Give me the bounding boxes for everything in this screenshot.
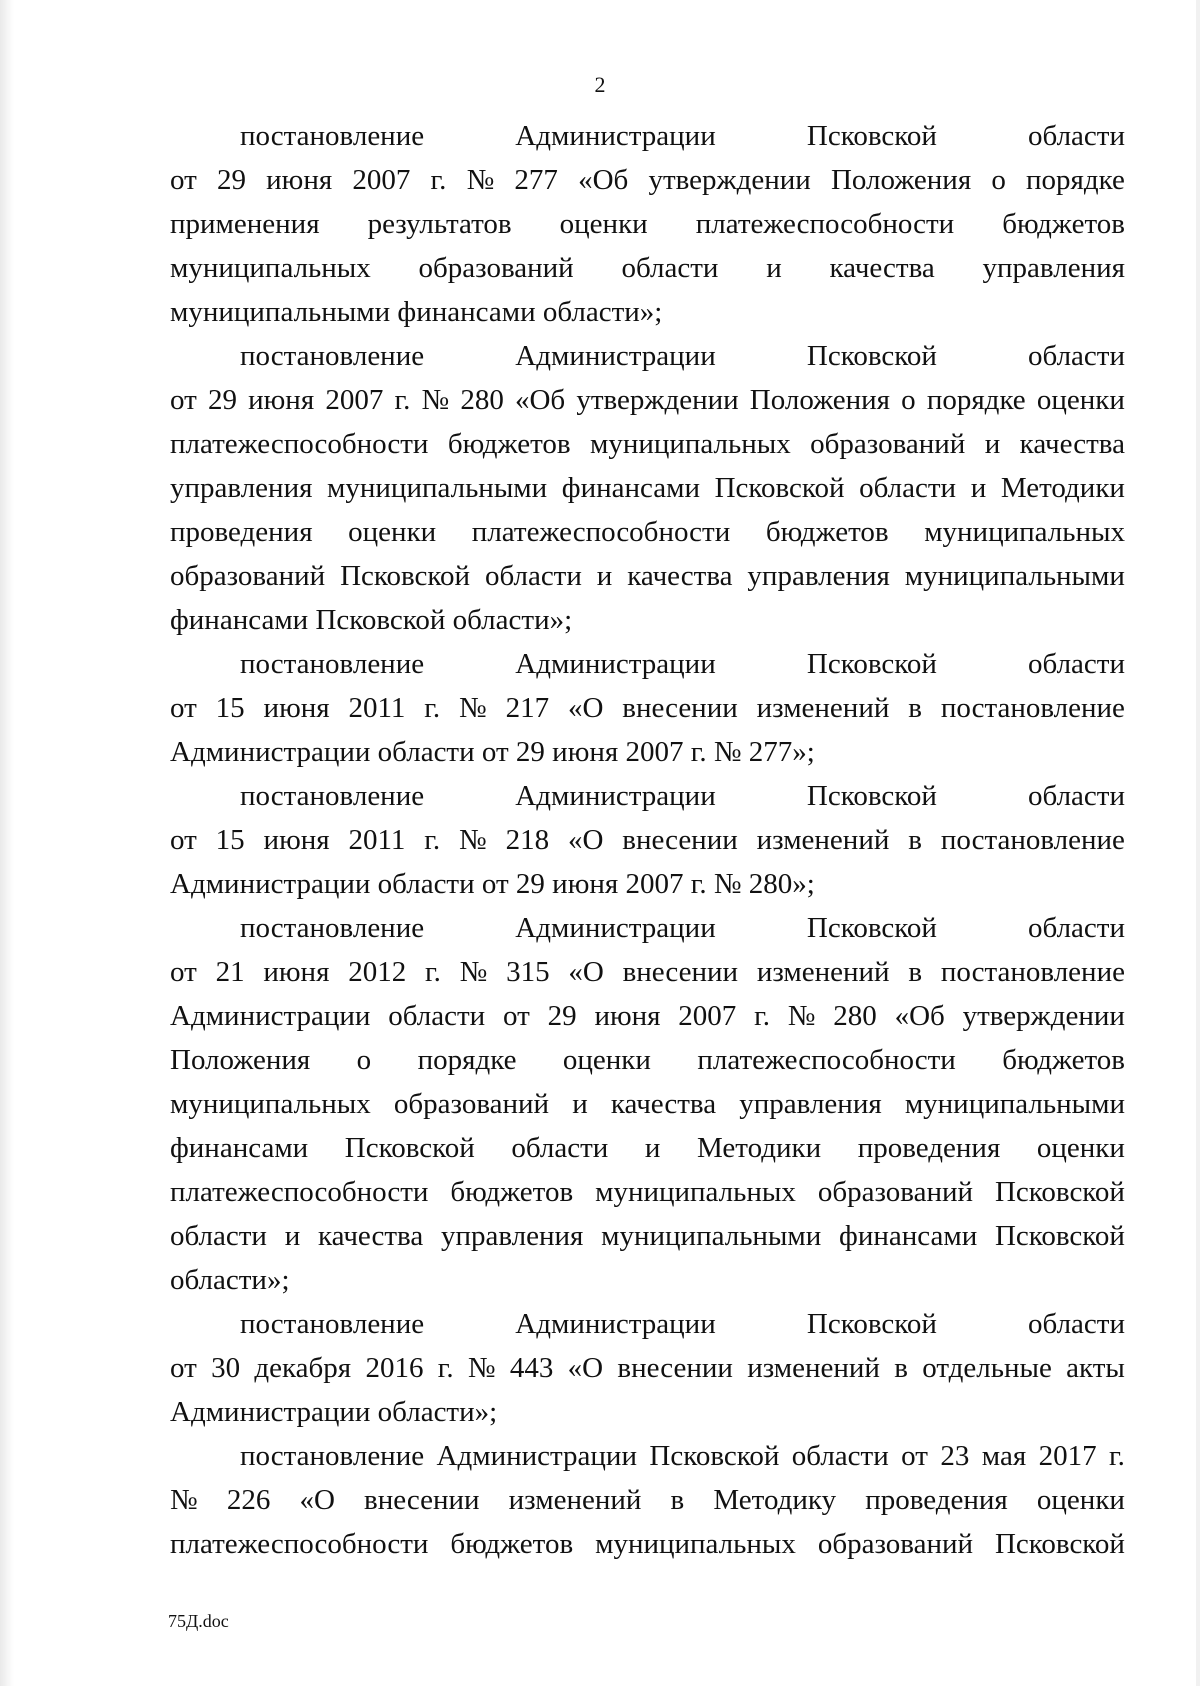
- word: 226: [226, 1484, 271, 1516]
- word: №: [170, 1484, 198, 1516]
- word: акты: [1066, 1352, 1125, 1384]
- word: утверждении: [576, 384, 739, 416]
- word: проведения: [857, 1132, 1001, 1164]
- word: области: [511, 1132, 609, 1164]
- text-line: [170, 1522, 1125, 1566]
- word: 2011: [348, 692, 406, 724]
- word: июня: [263, 956, 330, 988]
- word: г.: [424, 956, 441, 988]
- paragraph: [170, 334, 1125, 642]
- word: Администрации: [515, 120, 716, 152]
- word: оценки: [559, 208, 648, 240]
- text-line: [170, 1346, 1125, 1390]
- word: №: [459, 824, 487, 856]
- word: «Об: [514, 384, 566, 416]
- word: порядке: [1026, 164, 1125, 196]
- word: Положения: [170, 1044, 311, 1076]
- text-line: Администрации области от 29 июня 2007 г. № 277»;: [170, 736, 815, 768]
- word: области: [1028, 120, 1125, 152]
- word: «Об: [578, 164, 629, 196]
- word: постановление: [240, 648, 425, 680]
- text-line: [170, 642, 1125, 686]
- word: г.: [424, 692, 441, 724]
- word: платежеспособности: [170, 1528, 429, 1560]
- word: муниципальных: [170, 1088, 371, 1120]
- word: оценки: [1036, 1132, 1125, 1164]
- word: «Об: [894, 1000, 945, 1032]
- word: в: [908, 692, 922, 724]
- word: платежеспособности: [170, 428, 429, 460]
- word: постановление: [940, 956, 1125, 988]
- paragraph: [170, 906, 1125, 1302]
- word: г.: [437, 1352, 454, 1384]
- word: области: [859, 472, 957, 504]
- word: 2007: [325, 384, 384, 416]
- word: качества: [1019, 428, 1125, 460]
- footer-filename: 75Д.doc: [168, 1611, 229, 1631]
- word: 23: [940, 1440, 970, 1472]
- word: Псковской: [994, 1528, 1125, 1560]
- word: 15: [215, 692, 245, 724]
- word: 315: [506, 956, 550, 988]
- text-line: [170, 774, 1125, 818]
- word: образований: [393, 1088, 550, 1120]
- text-line: муниципальными финансами области»;: [170, 296, 663, 328]
- word: Псковской: [806, 340, 937, 372]
- word: отдельные: [922, 1352, 1052, 1384]
- word: результатов: [367, 208, 512, 240]
- text-line: [170, 158, 1125, 202]
- word: июня: [594, 1000, 661, 1032]
- word: Псковской: [806, 120, 937, 152]
- word: Администрации: [515, 340, 716, 372]
- word: качества: [317, 1220, 424, 1252]
- paragraph: [170, 774, 1125, 906]
- text-line: [170, 1434, 1125, 1478]
- word: 15: [215, 824, 245, 856]
- word: Методики: [1000, 472, 1125, 504]
- word: внесении: [622, 956, 739, 988]
- text-line: [170, 1302, 1125, 1346]
- word: «О: [567, 1352, 604, 1384]
- word: образований: [418, 252, 574, 284]
- text-line: [170, 510, 1125, 554]
- word: от: [170, 1352, 197, 1384]
- word: №: [787, 1000, 816, 1032]
- text-line: Администрации области от 29 июня 2007 г. № 280»;: [170, 868, 815, 900]
- word: и: [572, 1088, 588, 1120]
- word: внесении: [364, 1484, 480, 1516]
- word: области: [1028, 340, 1125, 372]
- word: образований: [810, 428, 966, 460]
- word: внесении: [617, 1352, 733, 1384]
- word: 218: [505, 824, 550, 856]
- word: Псковской: [806, 1308, 937, 1340]
- word: 2007: [352, 164, 411, 196]
- word: «О: [299, 1484, 335, 1516]
- word: бюджетов: [450, 1528, 574, 1560]
- word: №: [421, 384, 450, 416]
- word: мая: [981, 1440, 1027, 1472]
- word: утверждении: [962, 1000, 1125, 1032]
- word: изменений: [756, 956, 890, 988]
- word: о: [901, 384, 916, 416]
- word: Методики: [697, 1132, 822, 1164]
- word: 21: [215, 956, 245, 988]
- word: финансами: [561, 472, 700, 504]
- word: муниципальных: [595, 1176, 796, 1208]
- paragraph: [170, 642, 1125, 774]
- word: постановление: [240, 1440, 425, 1472]
- word: образований: [817, 1528, 974, 1560]
- word: постановление: [240, 780, 425, 812]
- word: 30: [211, 1352, 241, 1384]
- word: от: [503, 1000, 530, 1032]
- word: «О: [567, 692, 604, 724]
- word: июня: [263, 692, 330, 724]
- scan-edge-left: [0, 0, 14, 1686]
- text-line: области»;: [170, 1264, 290, 1296]
- page-number: 2: [594, 72, 606, 97]
- text-line: [170, 202, 1125, 246]
- text-line: [170, 334, 1125, 378]
- word: Псковской: [994, 1176, 1125, 1208]
- word: Положения: [830, 164, 972, 196]
- word: июня: [266, 164, 333, 196]
- word: бюджетов: [1002, 1044, 1125, 1076]
- word: 277: [514, 164, 558, 196]
- word: Псковской: [340, 560, 471, 592]
- word: Псковской: [994, 1220, 1125, 1252]
- word: 2007: [678, 1000, 737, 1032]
- word: Положения: [749, 384, 891, 416]
- word: от: [170, 164, 197, 196]
- text-line: финансами Псковской области»;: [170, 604, 573, 636]
- word: оценки: [1036, 1484, 1125, 1516]
- word: Псковской: [806, 780, 937, 812]
- text-line: Администрации области»;: [170, 1396, 498, 1428]
- word: изменений: [747, 1352, 880, 1384]
- word: качества: [610, 1088, 717, 1120]
- word: от: [170, 384, 197, 416]
- word: от: [170, 692, 197, 724]
- word: в: [894, 1352, 908, 1384]
- word: управления: [170, 472, 313, 504]
- text-line: [170, 422, 1125, 466]
- word: №: [467, 1352, 496, 1384]
- word: области: [170, 1220, 267, 1252]
- word: управления: [747, 560, 890, 592]
- word: качества: [627, 560, 733, 592]
- word: проведения: [170, 516, 313, 548]
- text-line: [170, 1126, 1125, 1170]
- word: постановление: [940, 692, 1125, 724]
- word: оценки: [1036, 384, 1125, 416]
- word: области: [388, 1000, 486, 1032]
- word: в: [908, 824, 922, 856]
- word: Администрации: [436, 1440, 637, 1472]
- word: и: [984, 428, 1001, 460]
- text-line: [170, 246, 1125, 290]
- word: образований: [170, 560, 326, 592]
- word: №: [459, 692, 487, 724]
- word: о: [991, 164, 1006, 196]
- word: Псковской: [714, 472, 845, 504]
- text-line: [170, 818, 1125, 862]
- word: «О: [567, 824, 604, 856]
- word: от: [170, 956, 197, 988]
- word: образований: [817, 1176, 974, 1208]
- word: области: [791, 1440, 889, 1472]
- word: муниципальными: [904, 1088, 1125, 1120]
- word: изменений: [756, 692, 890, 724]
- word: платежеспособности: [471, 516, 731, 548]
- word: 2017: [1038, 1440, 1097, 1472]
- word: бюджетов: [765, 516, 889, 548]
- word: постановление: [940, 824, 1125, 856]
- word: Методику: [713, 1484, 837, 1516]
- word: 280: [833, 1000, 877, 1032]
- word: утверждении: [648, 164, 811, 196]
- word: внесении: [622, 692, 738, 724]
- word: Администрации: [515, 912, 716, 944]
- text-line: [170, 1170, 1125, 1214]
- word: области: [1028, 912, 1125, 944]
- word: 2011: [348, 824, 406, 856]
- word: от: [170, 824, 197, 856]
- document-body: [170, 114, 1125, 1566]
- word: 29: [547, 1000, 577, 1032]
- word: и: [970, 472, 987, 504]
- word: 2012: [348, 956, 407, 988]
- word: платежеспособности: [170, 1176, 429, 1208]
- text-line: [170, 466, 1125, 510]
- text-line: [170, 906, 1125, 950]
- word: муниципальными: [327, 472, 548, 504]
- word: о: [356, 1044, 372, 1076]
- word: управления: [440, 1220, 584, 1252]
- word: оценки: [348, 516, 437, 548]
- paragraph: [170, 114, 1125, 334]
- word: г.: [754, 1000, 770, 1032]
- word: финансами: [839, 1220, 978, 1252]
- word: 29: [207, 384, 237, 416]
- word: управления: [739, 1088, 882, 1120]
- word: Псковской: [649, 1440, 780, 1472]
- word: г.: [424, 824, 441, 856]
- word: Псковской: [806, 648, 937, 680]
- word: постановление: [240, 912, 425, 944]
- word: постановление: [240, 1308, 425, 1340]
- word: области: [1028, 780, 1125, 812]
- word: бюджетов: [450, 1176, 574, 1208]
- word: Псковской: [344, 1132, 475, 1164]
- word: изменений: [508, 1484, 642, 1516]
- word: муниципальных: [170, 252, 371, 284]
- word: от: [901, 1440, 928, 1472]
- word: и: [596, 560, 613, 592]
- word: и: [644, 1132, 661, 1164]
- text-line: [170, 1214, 1125, 1258]
- word: г.: [430, 164, 447, 196]
- word: платежеспособности: [695, 208, 955, 240]
- text-line: [170, 1478, 1125, 1522]
- word: муниципальными: [601, 1220, 822, 1252]
- word: и: [766, 252, 782, 284]
- text-line: [170, 378, 1125, 422]
- word: и: [284, 1220, 301, 1252]
- word: постановление: [240, 120, 425, 152]
- word: бюджетов: [447, 428, 571, 460]
- word: муниципальных: [589, 428, 791, 460]
- word: 29: [216, 164, 246, 196]
- word: №: [459, 956, 488, 988]
- word: в: [908, 956, 923, 988]
- word: изменений: [756, 824, 890, 856]
- word: «О: [568, 956, 604, 988]
- word: 217: [505, 692, 550, 724]
- text-line: [170, 554, 1125, 598]
- word: Администрации: [515, 780, 716, 812]
- word: 280: [460, 384, 504, 416]
- word: управления: [982, 252, 1125, 284]
- paragraph: [170, 1434, 1125, 1566]
- word: применения: [170, 208, 320, 240]
- word: оценки: [562, 1044, 651, 1076]
- word: бюджетов: [1002, 208, 1125, 240]
- word: качества: [829, 252, 935, 284]
- word: Администрации: [170, 1000, 371, 1032]
- word: июня: [248, 384, 315, 416]
- word: г.: [394, 384, 411, 416]
- word: проведения: [865, 1484, 1008, 1516]
- text-line: [170, 950, 1125, 994]
- word: декабря: [254, 1352, 352, 1384]
- text-line: [170, 1038, 1125, 1082]
- word: 443: [509, 1352, 554, 1384]
- word: муниципальных: [924, 516, 1125, 548]
- word: порядке: [926, 384, 1026, 416]
- scan-edge-right: [1196, 0, 1200, 1686]
- word: 2016: [365, 1352, 424, 1384]
- word: области: [484, 560, 582, 592]
- word: платежеспособности: [697, 1044, 956, 1076]
- text-line: [170, 686, 1125, 730]
- word: муниципальных: [595, 1528, 796, 1560]
- word: порядке: [417, 1044, 517, 1076]
- word: июня: [263, 824, 330, 856]
- word: области: [621, 252, 719, 284]
- word: финансами: [170, 1132, 309, 1164]
- word: муниципальными: [904, 560, 1125, 592]
- word: области: [1028, 1308, 1125, 1340]
- paragraph: [170, 1302, 1125, 1434]
- word: №: [466, 164, 495, 196]
- text-line: [170, 994, 1125, 1038]
- word: области: [1028, 648, 1125, 680]
- word: внесении: [622, 824, 738, 856]
- word: г.: [1109, 1440, 1125, 1472]
- word: в: [670, 1484, 685, 1516]
- word: постановление: [240, 340, 425, 372]
- word: Администрации: [515, 1308, 716, 1340]
- word: Администрации: [515, 648, 716, 680]
- text-line: [170, 114, 1125, 158]
- word: Псковской: [806, 912, 937, 944]
- text-line: [170, 1082, 1125, 1126]
